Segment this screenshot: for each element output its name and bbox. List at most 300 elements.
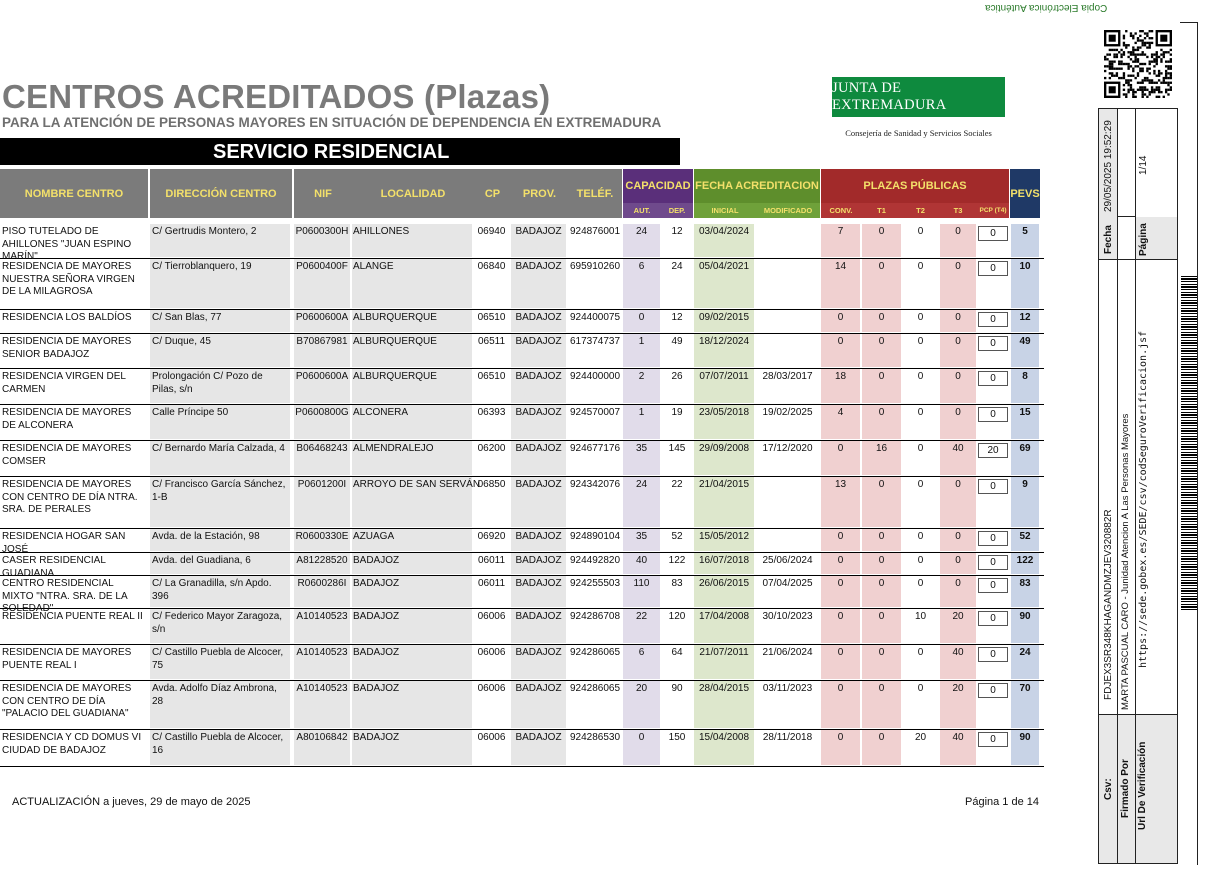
cell-direccion: Avda. Adolfo Díaz Ambrona, 28 xyxy=(150,681,290,728)
cell-nombre: RESIDENCIA DE MAYORES COMSER xyxy=(2,443,132,467)
cell-localidad: BADAJOZ xyxy=(352,576,472,607)
cell-localidad: ALMENDRALEJO xyxy=(352,441,472,475)
cell-prov: BADAJOZ xyxy=(511,529,566,551)
cell-nif: P0600600A xyxy=(294,310,350,332)
cell-nombre: RESIDENCIA DE MAYORES DE ALCONERA xyxy=(2,407,132,431)
cell-inicial: 07/07/2011 xyxy=(694,369,754,403)
table-row xyxy=(0,529,1044,553)
cell-conv: 0 xyxy=(821,334,860,367)
cell-t3: 40 xyxy=(940,441,976,475)
cell-t3: 40 xyxy=(940,730,976,765)
cell-modificado xyxy=(756,259,819,308)
cell-conv: 0 xyxy=(821,529,860,551)
cell-cp: 06510 xyxy=(477,312,506,323)
cell-prov: BADAJOZ xyxy=(511,609,566,643)
cell-conv: 4 xyxy=(821,405,860,439)
cell-t3: 0 xyxy=(940,224,976,257)
cell-t1: 0 xyxy=(862,553,901,574)
cell-inicial: 05/04/2021 xyxy=(694,259,754,308)
cell-cp: 06393 xyxy=(477,407,506,418)
cell-localidad: BADAJOZ xyxy=(352,730,472,765)
table-row xyxy=(0,405,1044,441)
cell-dep: 52 xyxy=(671,531,683,542)
cell-nombre: PISO TUTELADO DE AHILLONES "JUAN ESPINO MARÍN" xyxy=(2,226,132,262)
section-title: SERVICIO RESIDENCIAL xyxy=(213,141,450,163)
section-banner xyxy=(0,138,680,165)
header-fecha: FECHA ACREDITACION xyxy=(694,169,820,203)
cell-conv: 0 xyxy=(821,609,860,643)
cell-conv: 0 xyxy=(821,310,860,332)
cell-cp: 06011 xyxy=(477,555,506,566)
cell-modificado: 25/06/2024 xyxy=(762,555,813,566)
cell-direccion: C/ Gertrudis Montero, 2 xyxy=(150,224,290,257)
cell-nombre: RESIDENCIA LOS BALDÍOS xyxy=(2,312,132,323)
cell-t3: 20 xyxy=(940,681,976,728)
cell-t3: 0 xyxy=(940,334,976,367)
cell-pcp: 0 xyxy=(978,531,1008,546)
cell-modificado: 17/12/2020 xyxy=(762,443,813,454)
cell-nif: A10140523 xyxy=(294,681,350,728)
sidebar-fecha-label: Fecha xyxy=(1103,225,1114,254)
header-capacidad: CAPACIDAD xyxy=(623,169,693,203)
cell-dep: 145 xyxy=(668,443,686,454)
cell-aut: 6 xyxy=(623,645,660,679)
cell-direccion: Avda. de la Estación, 98 xyxy=(150,529,290,551)
barcode-icon xyxy=(1181,276,1197,612)
cell-pcp: 0 xyxy=(978,261,1008,276)
cell-pevs: 9 xyxy=(1011,477,1039,527)
cell-telef: 924286065 xyxy=(569,683,621,694)
header-pevs: PEVS xyxy=(1010,169,1040,218)
cell-localidad: ARROYO DE SAN SERVÁN xyxy=(352,477,472,527)
cell-telef: 695910260 xyxy=(569,261,621,272)
cell-conv: 0 xyxy=(821,553,860,574)
page-subtitle: PARA LA ATENCIÓN DE PERSONAS MAYORES EN SITUACIÓN DE DEPENDENCIA EN EXTREMADURA xyxy=(2,115,662,130)
cell-t1: 0 xyxy=(862,529,901,551)
sidebar-csv-value: FDJEX3SR348KHAGANDMZJEV320882R xyxy=(1103,509,1114,700)
cell-dep: 64 xyxy=(671,647,683,658)
sidebar-fecha-value: 29/05/2025 19:52:29 xyxy=(1103,120,1114,212)
cell-t1: 0 xyxy=(862,334,901,367)
cell-modificado: 30/10/2023 xyxy=(762,611,813,622)
cell-telef: 924677176 xyxy=(569,443,621,454)
header-inicial: INICIAL xyxy=(694,203,756,218)
cell-aut: 110 xyxy=(623,576,660,607)
header-localidad: LOCALIDAD xyxy=(380,187,446,200)
table-row xyxy=(0,477,1044,529)
cell-localidad: ALANGE xyxy=(352,259,472,308)
cell-inicial: 03/04/2024 xyxy=(694,224,754,257)
table-row xyxy=(0,259,1044,310)
cell-nif: P0601200I xyxy=(294,477,350,527)
junta-extremadura-logo xyxy=(832,77,1005,117)
cell-t2: 0 xyxy=(917,407,924,418)
table-row xyxy=(0,369,1044,405)
cell-cp: 06011 xyxy=(477,578,506,589)
sidebar-pagina-value: 1/14 xyxy=(1138,155,1149,175)
cell-prov: BADAJOZ xyxy=(511,334,566,367)
cell-aut: 0 xyxy=(623,310,660,332)
cell-conv: 0 xyxy=(821,681,860,728)
cell-localidad: BADAJOZ xyxy=(352,553,472,574)
cell-cp: 06840 xyxy=(477,261,506,272)
header-t3: T3 xyxy=(939,203,977,218)
cell-inicial: 29/09/2008 xyxy=(694,441,754,475)
cell-cp: 06920 xyxy=(477,531,506,542)
header-t2: T2 xyxy=(902,203,939,218)
table-row xyxy=(0,730,1044,767)
cell-pevs: 70 xyxy=(1011,681,1039,728)
cell-pevs: 90 xyxy=(1011,730,1039,765)
header-pcp: PCP (T4) xyxy=(977,203,1009,218)
cell-cp: 06006 xyxy=(477,611,506,622)
cell-t2: 0 xyxy=(917,261,924,272)
cell-pevs: 52 xyxy=(1011,529,1039,551)
sidebar-url-value: https://sede.gobex.es/SEDE/csv/codSeguroVerificacion.jsf xyxy=(1138,330,1149,668)
cell-modificado: 19/02/2025 xyxy=(762,407,813,418)
cell-prov: BADAJOZ xyxy=(511,645,566,679)
cell-pevs: 15 xyxy=(1011,405,1039,439)
cell-direccion: C/ Francisco García Sánchez, 1-B xyxy=(150,477,290,527)
cell-aut: 2 xyxy=(623,369,660,403)
cell-cp: 06510 xyxy=(477,371,506,382)
cell-cp: 06006 xyxy=(477,732,506,743)
cell-prov: BADAJOZ xyxy=(511,553,566,574)
cell-nombre: RESIDENCIA DE MAYORES CON CENTRO DE DÍA "PALACIO DEL GUADIANA" xyxy=(2,683,132,719)
cell-direccion: C/ La Granadilla, s/n Apdo. 396 xyxy=(150,576,290,607)
cell-telef: 924400075 xyxy=(569,312,621,323)
sidebar-csv-label: Csv: xyxy=(1103,778,1114,800)
cell-nif: B70867981 xyxy=(294,334,350,367)
cell-t1: 0 xyxy=(862,477,901,527)
cell-nombre: CASER RESIDENCIAL GUADIANA xyxy=(2,555,106,579)
cell-nif: B06468243 xyxy=(294,441,350,475)
header-t1: T1 xyxy=(861,203,902,218)
cell-nombre: CENTRO RESIDENCIAL MIXTO "NTRA. SRA. DE LA SOLEDAD" xyxy=(2,578,128,614)
cell-dep: 150 xyxy=(668,732,686,743)
cell-aut: 24 xyxy=(623,477,660,527)
cell-pcp: 0 xyxy=(978,555,1008,570)
cell-nif: A10140523 xyxy=(294,645,350,679)
cell-t1: 0 xyxy=(862,645,901,679)
table-row xyxy=(0,441,1044,477)
cell-t3: 20 xyxy=(940,609,976,643)
cell-pcp: 0 xyxy=(978,226,1008,241)
cell-pcp: 0 xyxy=(978,683,1008,698)
table-row xyxy=(0,310,1044,334)
table-row xyxy=(0,609,1044,645)
table-row xyxy=(0,553,1044,579)
cell-direccion: C/ Federico Mayor Zaragoza, s/n xyxy=(150,609,290,643)
cell-t1: 0 xyxy=(862,681,901,728)
cell-telef: 617374737 xyxy=(569,336,621,347)
cell-pcp: 0 xyxy=(978,611,1008,626)
cell-dep: 122 xyxy=(668,555,686,566)
cell-prov: BADAJOZ xyxy=(511,576,566,607)
cell-t2: 0 xyxy=(917,226,924,237)
cell-cp: 06006 xyxy=(477,647,506,658)
table-row xyxy=(0,576,1044,614)
cell-pevs: 10 xyxy=(1011,259,1039,308)
sidebar-pagina-label: Página xyxy=(1138,223,1149,256)
header-nif: NIF xyxy=(314,187,332,200)
cell-dep: 90 xyxy=(671,683,683,694)
cell-aut: 1 xyxy=(623,405,660,439)
cell-dep: 12 xyxy=(671,312,683,323)
cell-inicial: 18/12/2024 xyxy=(694,334,754,367)
cell-aut: 20 xyxy=(623,681,660,728)
cell-inicial: 09/02/2015 xyxy=(694,310,754,332)
cell-telef: 924890104 xyxy=(569,531,621,542)
cell-nif: P0600300H xyxy=(294,224,350,257)
cell-telef: 924876001 xyxy=(569,226,621,237)
cell-pcp: 0 xyxy=(978,407,1008,422)
cell-t1: 16 xyxy=(862,441,901,475)
cell-cp: 06850 xyxy=(477,479,506,490)
cell-cp: 06200 xyxy=(477,443,506,454)
cell-pcp: 0 xyxy=(978,732,1008,747)
table-row xyxy=(0,681,1044,730)
cell-modificado: 28/03/2017 xyxy=(762,371,813,382)
cell-t3: 0 xyxy=(940,369,976,403)
cell-aut: 24 xyxy=(623,224,660,257)
cell-t3: 0 xyxy=(940,477,976,527)
cell-localidad: ALCONERA xyxy=(352,405,472,439)
cell-localidad: ALBURQUERQUE xyxy=(352,334,472,367)
header-plazas: PLAZAS PÚBLICAS xyxy=(821,169,1009,203)
cell-telef: 924342076 xyxy=(569,479,621,490)
header-aut: AUT. xyxy=(623,203,661,218)
cell-pevs: 8 xyxy=(1011,369,1039,403)
cell-prov: BADAJOZ xyxy=(511,259,566,308)
cell-direccion: C/ Castillo Puebla de Alcocer, 16 xyxy=(150,730,290,765)
cell-telef: 924400000 xyxy=(569,371,621,382)
cell-t2: 0 xyxy=(917,479,924,490)
cell-nif: A81228520 xyxy=(294,553,350,574)
cell-nombre: RESIDENCIA HOGAR SAN JOSÉ xyxy=(2,531,126,555)
cell-modificado: 03/11/2023 xyxy=(762,683,813,694)
cell-nif: A10140523 xyxy=(294,609,350,643)
cell-modificado: 21/06/2024 xyxy=(762,647,813,658)
sidebar-url-label: Url De Verificación xyxy=(1137,741,1148,830)
cell-direccion: C/ San Blas, 77 xyxy=(150,310,290,332)
cell-localidad: BADAJOZ xyxy=(352,609,472,643)
cell-inicial: 17/04/2008 xyxy=(694,609,754,643)
cell-direccion: Prolongación C/ Pozo de Pilas, s/n xyxy=(150,369,290,403)
cell-t2: 0 xyxy=(917,312,924,323)
cell-aut: 22 xyxy=(623,609,660,643)
cell-inicial: 21/04/2015 xyxy=(694,477,754,527)
copia-autentica-watermark: Copia Electrónica Auténtica xyxy=(984,2,1107,13)
cell-t2: 0 xyxy=(917,578,924,589)
cell-direccion: C/ Tierroblanquero, 19 xyxy=(150,259,290,308)
cell-prov: BADAJOZ xyxy=(511,224,566,257)
cell-prov: BADAJOZ xyxy=(511,477,566,527)
cell-modificado: 28/11/2018 xyxy=(762,732,813,743)
cell-telef: 924492820 xyxy=(569,555,621,566)
cell-nif: A80106842 xyxy=(294,730,350,765)
cell-t1: 0 xyxy=(862,576,901,607)
cell-t1: 0 xyxy=(862,405,901,439)
cell-dep: 26 xyxy=(671,371,683,382)
cell-cp: 06940 xyxy=(477,226,506,237)
qr-code-icon xyxy=(1104,30,1172,98)
cell-t1: 0 xyxy=(862,609,901,643)
cell-cp: 06006 xyxy=(477,683,506,694)
cell-prov: BADAJOZ xyxy=(511,310,566,332)
cell-localidad: AHILLONES xyxy=(352,224,472,257)
cell-localidad: ALBURQUERQUE xyxy=(352,369,472,403)
cell-prov: BADAJOZ xyxy=(511,730,566,765)
cell-conv: 7 xyxy=(821,224,860,257)
cell-inicial: 23/05/2018 xyxy=(694,405,754,439)
cell-t1: 0 xyxy=(862,259,901,308)
cell-telef: 924570007 xyxy=(569,407,621,418)
header-telef: TELÉF. xyxy=(576,187,614,200)
header-nombre: NOMBRE CENTRO xyxy=(0,169,148,218)
cell-modificado xyxy=(756,310,819,332)
cell-direccion: C/ Castillo Puebla de Alcocer, 75 xyxy=(150,645,290,679)
cell-prov: BADAJOZ xyxy=(511,405,566,439)
cell-localidad: AZUAGA xyxy=(352,529,472,551)
cell-aut: 6 xyxy=(623,259,660,308)
cell-telef: 924286065 xyxy=(569,647,621,658)
cell-nombre: RESIDENCIA DE MAYORES PUENTE REAL I xyxy=(2,647,132,671)
header-dep: DEP. xyxy=(661,203,693,218)
cell-pevs: 83 xyxy=(1011,576,1039,607)
cell-direccion: Avda. del Guadiana, 6 xyxy=(150,553,290,574)
cell-modificado xyxy=(756,477,819,527)
cell-dep: 19 xyxy=(671,407,683,418)
cell-conv: 0 xyxy=(821,730,860,765)
cell-inicial: 16/07/2018 xyxy=(694,553,754,574)
footer-update: ACTUALIZACIÓN a jueves, 29 de mayo de 2025 xyxy=(12,796,251,808)
sidebar-firmado-label: Firmado Por xyxy=(1120,759,1131,818)
cell-t2: 0 xyxy=(917,443,924,454)
cell-nif: P0600600A xyxy=(294,369,350,403)
consejeria-text: Consejería de Sanidad y Servicios Sociales xyxy=(845,128,992,138)
cell-nif: P0600400F xyxy=(294,259,350,308)
cell-pevs: 24 xyxy=(1011,645,1039,679)
cell-inicial: 28/04/2015 xyxy=(694,681,754,728)
cell-nombre: RESIDENCIA DE MAYORES CON CENTRO DE DÍA NTRA. SRA. DE PERALES xyxy=(2,479,138,515)
table-row xyxy=(0,645,1044,681)
cell-pevs: 90 xyxy=(1011,609,1039,643)
cell-inicial: 15/05/2012 xyxy=(694,529,754,551)
cell-pcp: 0 xyxy=(978,479,1008,494)
cell-prov: BADAJOZ xyxy=(511,369,566,403)
cell-telef: 924286530 xyxy=(569,732,621,743)
cell-pcp: 0 xyxy=(978,336,1008,351)
footer-page: Página 1 de 14 xyxy=(965,796,1040,808)
cell-conv: 13 xyxy=(821,477,860,527)
cell-modificado xyxy=(756,529,819,551)
cell-pcp: 0 xyxy=(978,578,1008,593)
cell-t3: 0 xyxy=(940,576,976,607)
cell-t3: 0 xyxy=(940,405,976,439)
cell-localidad: BADAJOZ xyxy=(352,645,472,679)
cell-conv: 0 xyxy=(821,576,860,607)
page-title: CENTROS ACREDITADOS (Plazas) xyxy=(2,78,551,115)
cell-telef: 924255503 xyxy=(569,578,621,589)
sidebar-firmado-value: MARTA PASCUAL CARO - Junidad Atencion A Las Personas Mayores xyxy=(1120,413,1131,710)
cell-prov: BADAJOZ xyxy=(511,441,566,475)
cell-t1: 0 xyxy=(862,310,901,332)
cell-dep: 24 xyxy=(671,261,683,272)
cell-t2: 10 xyxy=(914,611,927,622)
cell-t2: 20 xyxy=(914,732,927,743)
header-direccion: DIRECCIÓN CENTRO xyxy=(150,169,292,218)
cell-nombre: RESIDENCIA DE MAYORES SENIOR BADAJOZ xyxy=(2,336,132,360)
cell-nif: R0600330E xyxy=(294,529,350,551)
header-conv: CONV. xyxy=(821,203,861,218)
cell-t2: 0 xyxy=(917,336,924,347)
cell-inicial: 15/04/2008 xyxy=(694,730,754,765)
cell-conv: 18 xyxy=(821,369,860,403)
cell-pcp: 0 xyxy=(978,312,1008,327)
cell-direccion: C/ Bernardo María Calzada, 4 xyxy=(150,441,290,475)
cell-t1: 0 xyxy=(862,369,901,403)
cell-dep: 22 xyxy=(671,479,683,490)
header-prov: PROV. xyxy=(522,187,557,200)
cell-pevs: 5 xyxy=(1011,224,1039,257)
cell-t1: 0 xyxy=(862,224,901,257)
cell-direccion: Calle Príncipe 50 xyxy=(150,405,290,439)
cell-dep: 12 xyxy=(671,226,683,237)
cell-aut: 1 xyxy=(623,334,660,367)
cell-t3: 0 xyxy=(940,553,976,574)
cell-modificado xyxy=(756,224,819,257)
cell-t3: 0 xyxy=(940,259,976,308)
logo-text: JUNTA DE EXTREMADURA xyxy=(832,80,947,113)
cell-conv: 0 xyxy=(821,645,860,679)
cell-pevs: 69 xyxy=(1011,441,1039,475)
cell-t1: 0 xyxy=(862,730,901,765)
cell-t2: 0 xyxy=(917,647,924,658)
cell-pcp: 0 xyxy=(978,647,1008,662)
cell-nif: P0600800G xyxy=(294,405,350,439)
header-modificado: MODIFICADO xyxy=(756,203,820,218)
header-cp: CP xyxy=(484,187,501,200)
cell-dep: 120 xyxy=(668,611,686,622)
cell-dep: 49 xyxy=(671,336,683,347)
cell-nombre: RESIDENCIA VIRGEN DEL CARMEN xyxy=(2,371,126,395)
cell-nif: R0600286I xyxy=(294,576,350,607)
cell-localidad: ALBURQUERQUE xyxy=(352,310,472,332)
cell-modificado: 07/04/2025 xyxy=(762,578,813,589)
cell-localidad: BADAJOZ xyxy=(352,681,472,728)
cell-t3: 0 xyxy=(940,529,976,551)
cell-nombre: RESIDENCIA DE MAYORES NUESTRA SEÑORA VIRGEN DE LA MILAGROSA xyxy=(2,261,135,297)
cell-pcp: 20 xyxy=(978,443,1008,458)
cell-pevs: 12 xyxy=(1011,310,1039,332)
cell-t3: 40 xyxy=(940,645,976,679)
cell-aut: 40 xyxy=(623,553,660,574)
cell-aut: 35 xyxy=(623,441,660,475)
cell-inicial: 21/07/2011 xyxy=(694,645,754,679)
cell-t2: 0 xyxy=(917,371,924,382)
cell-modificado xyxy=(756,334,819,367)
cell-conv: 14 xyxy=(821,259,860,308)
cell-pevs: 49 xyxy=(1011,334,1039,367)
cell-aut: 0 xyxy=(623,730,660,765)
table-row xyxy=(0,334,1044,369)
cell-nombre: RESIDENCIA PUENTE REAL II xyxy=(2,611,143,622)
table-row xyxy=(0,224,1044,262)
cell-conv: 0 xyxy=(821,441,860,475)
cell-telef: 924286708 xyxy=(569,611,621,622)
cell-cp: 06511 xyxy=(477,336,506,347)
